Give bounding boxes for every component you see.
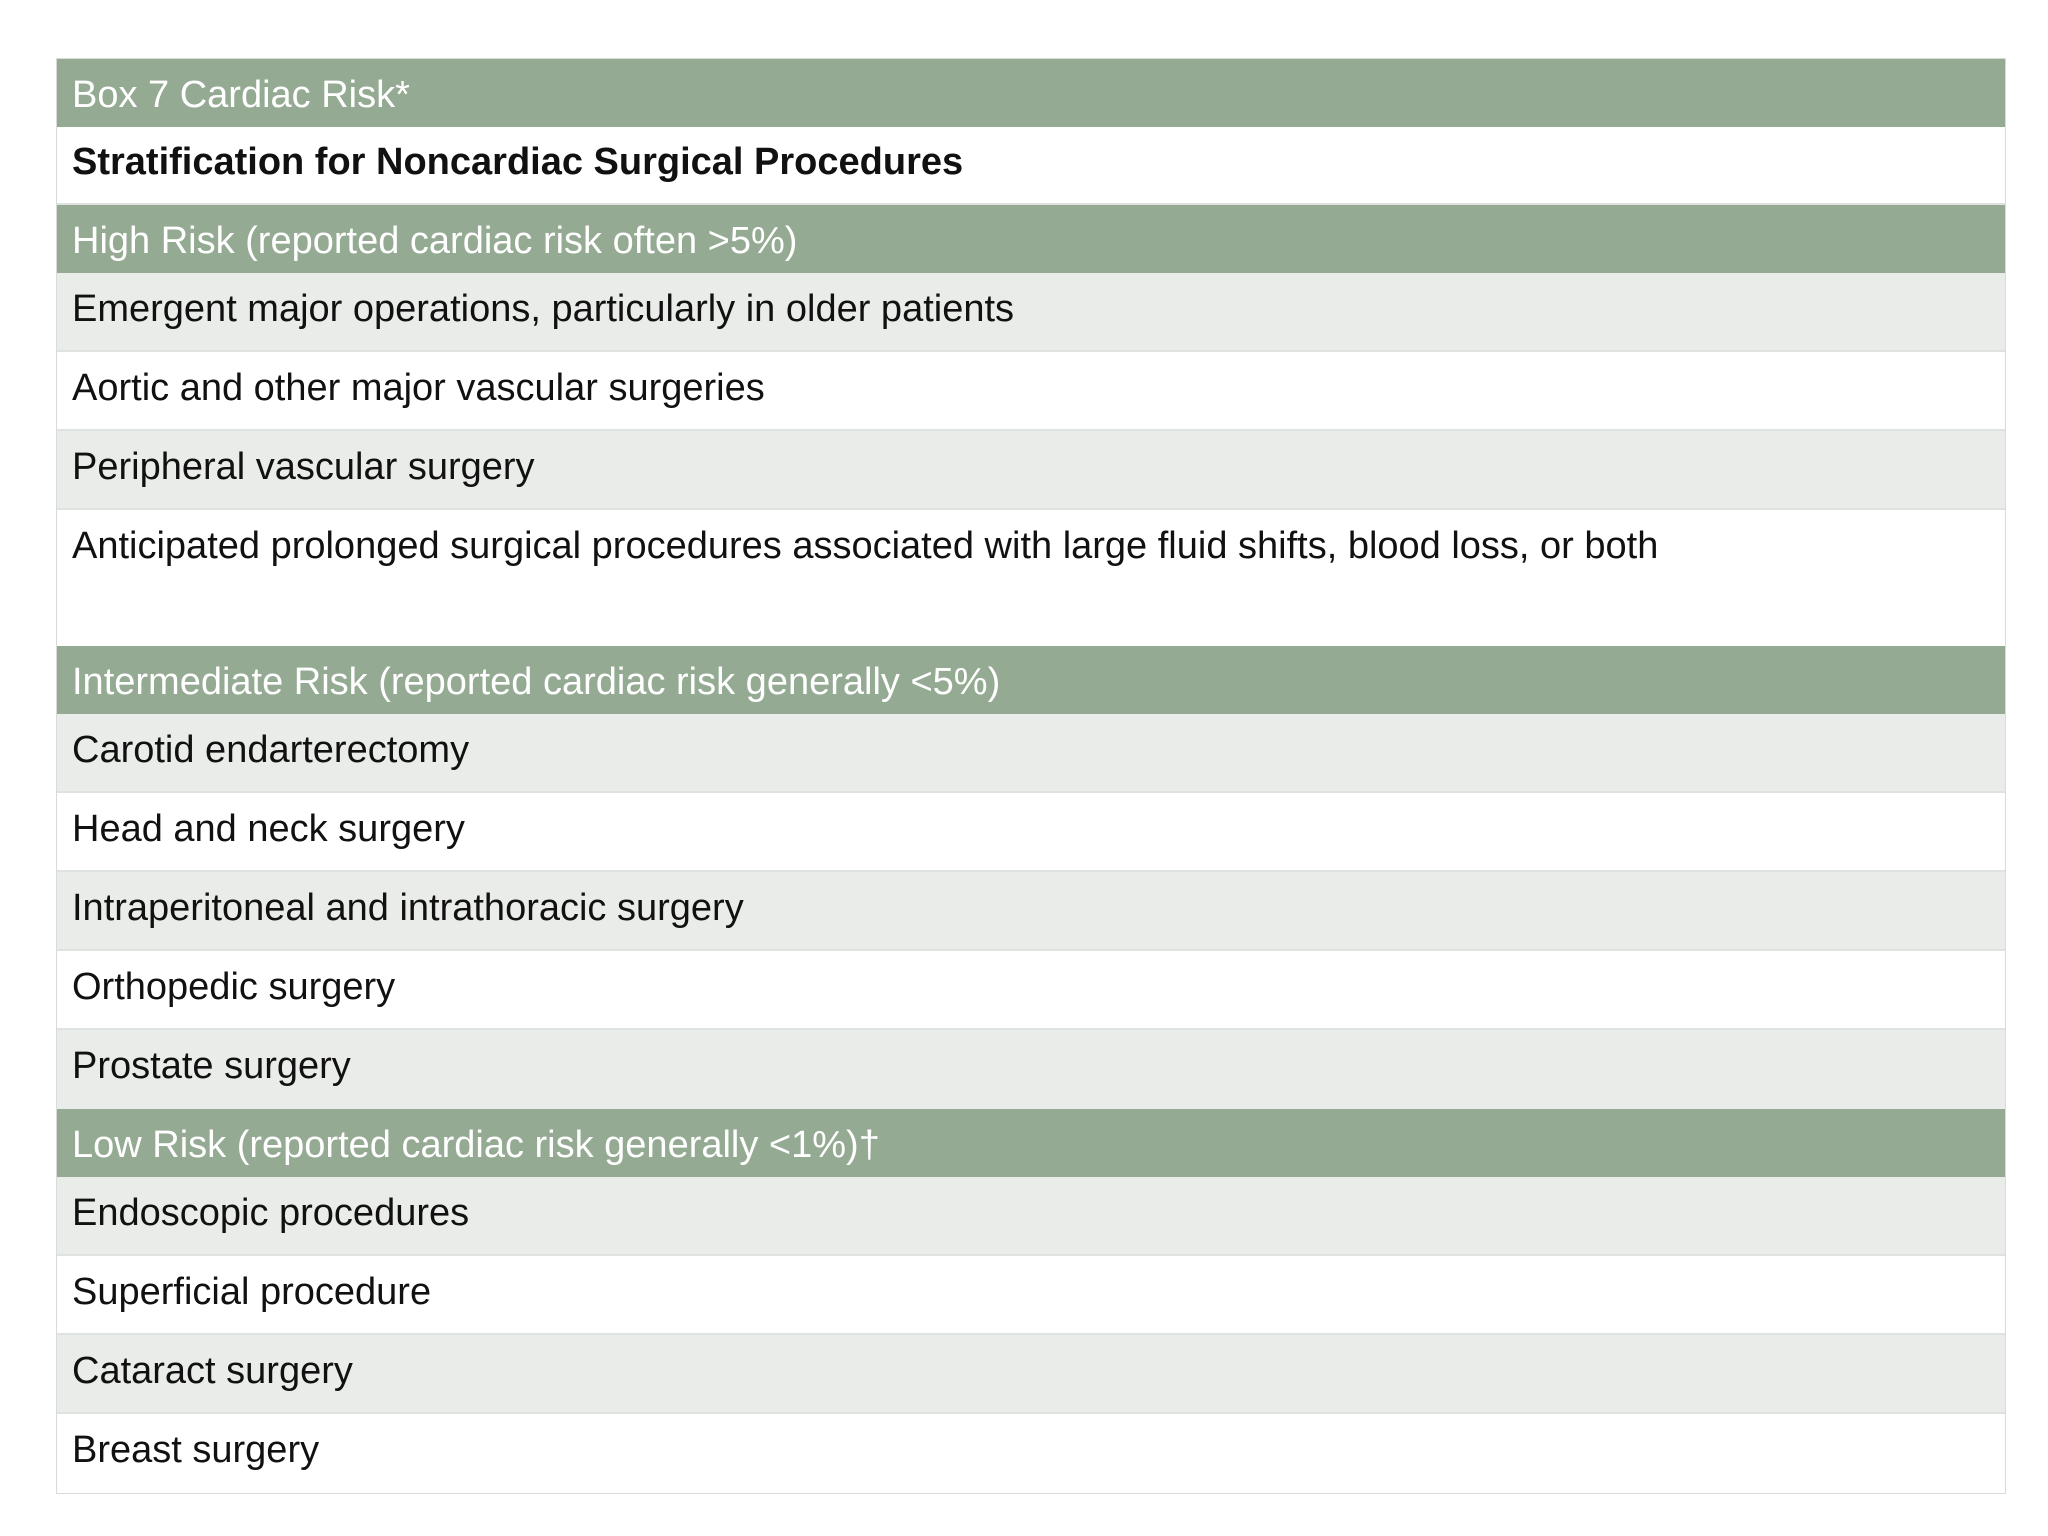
list-item-text: Orthopedic surgery [72,966,396,1008]
list-item [57,793,2005,872]
list-item-text: Prostate surgery [72,1045,351,1087]
list-item [57,273,2005,352]
list-item [57,431,2005,510]
list-item-text: Superficial procedure [72,1271,432,1313]
list-item-text: Intraperitoneal and intrathoracic surgery [72,887,744,929]
list-item-text: Breast surgery [72,1429,320,1471]
box-title-row [57,59,2005,127]
list-item [57,1414,2005,1493]
box-subtitle: Stratification for Noncardiac Surgical Procedures [72,141,964,183]
cardiac-risk-box [56,58,2006,1494]
list-item [57,1256,2005,1335]
list-item-text: Head and neck surgery [72,808,465,850]
list-item [57,1177,2005,1256]
section-heading-intermediate-risk [57,646,2005,714]
section-heading-label: Low Risk (reported cardiac risk generally <1%)† [72,1124,880,1166]
list-item [57,872,2005,951]
list-item-text: Anticipated prolonged surgical procedures associated with large fluid shifts, blood loss, or both [72,525,1659,567]
list-item-text: Aortic and other major vascular surgeries [72,367,765,409]
list-item [57,1030,2005,1109]
list-item-text: Peripheral vascular surgery [72,446,535,488]
list-item-text: Carotid endarterectomy [72,729,470,771]
list-item [57,951,2005,1030]
list-item [57,510,2005,646]
section-heading-high-risk [57,205,2005,273]
box-subtitle-row [57,127,2005,205]
section-heading-low-risk [57,1109,2005,1177]
list-item [57,714,2005,793]
box-title: Box 7 Cardiac Risk* [72,74,410,116]
section-heading-label: High Risk (reported cardiac risk often >5%) [72,220,798,262]
section-heading-label: Intermediate Risk (reported cardiac risk generally <5%) [72,661,1001,703]
list-item [57,352,2005,431]
list-item [57,1335,2005,1414]
list-item-text: Endoscopic procedures [72,1192,470,1234]
list-item-text: Emergent major operations, particularly in older patients [72,288,1015,330]
list-item-text: Cataract surgery [72,1350,353,1392]
